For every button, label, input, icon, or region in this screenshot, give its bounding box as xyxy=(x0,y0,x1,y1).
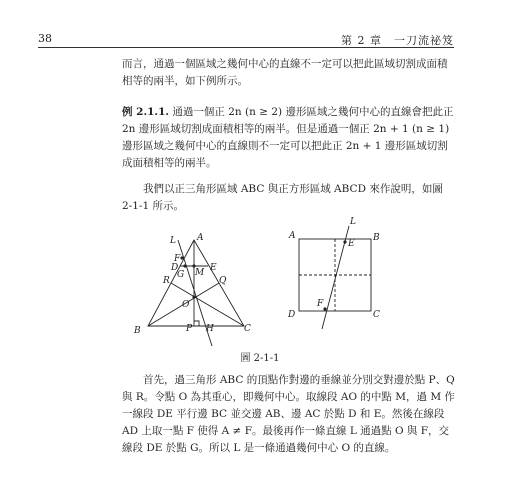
tri-label-h: H xyxy=(206,324,214,334)
tri-label-l: L xyxy=(170,236,176,246)
page-number: 38 xyxy=(38,32,52,45)
sq-label-b: B xyxy=(373,233,380,243)
tri-label-r: R xyxy=(163,276,170,286)
sq-label-f: F xyxy=(317,299,324,309)
sq-label-c: C xyxy=(373,310,380,320)
square-diagram xyxy=(299,226,371,329)
example-text: 通過一個正 2n (n ≥ 2) 邊形區域之幾何中心的直線會把此正 2n 邊形區域切割成面積相等的兩半。但是通過一個正 2n + 1 (n ≥ 1) 邊形區域之幾何中心的直線則不一定可以把此正 2n + 1 邊形區域切割成面積相等的兩半。 xyxy=(122,106,454,169)
example-label: 例 2.1.1. xyxy=(122,106,170,118)
tri-label-b: B xyxy=(134,326,141,336)
tri-label-p: P xyxy=(186,324,193,334)
explain-paragraph: 我們以正三角形區域 ABC 與正方形區域 ABCD 來作說明，如圖 2-1-1 所示。 xyxy=(122,183,443,212)
figure-caption: 圖 2-1-1 xyxy=(240,353,280,364)
tri-label-q: Q xyxy=(219,276,227,286)
sq-label-d: D xyxy=(288,310,296,320)
tri-label-o: O xyxy=(182,300,190,310)
tri-label-g: G xyxy=(177,270,185,280)
chapter-header: 第 2 章 一刀流祕笈 xyxy=(341,34,454,47)
tri-label-c: C xyxy=(244,324,251,334)
tri-label-d: D xyxy=(171,263,179,273)
sq-label-e: E xyxy=(348,239,355,249)
tri-label-m: M xyxy=(195,268,205,278)
body-paragraph: 首先，過三角形 ABC 的頂點作對邊的垂線並分別交對邊於點 P、Q 與 R。令點 O 為其重心，即幾何中心。取線段 AO 的中點 M，過 M 作一線段 DE 平行邊 BC 並交邊 AB、邊 AC 於點 D 和 E。然後在線段 AD 上取一點 F 使得 A ≠ F。最後再作一條直線 L 通過點 O 與 F，交線段 DE 於點 G。所以 L 是一條通過幾何中心 O 的直線。 xyxy=(122,374,455,454)
sq-label-a: A xyxy=(289,231,296,241)
tri-label-e: E xyxy=(210,263,217,273)
sq-label-l: L xyxy=(350,217,356,227)
square-point-f xyxy=(323,307,326,310)
triangle-diagram xyxy=(148,240,244,346)
tri-label-a: A xyxy=(197,233,204,243)
intro-paragraph: 而言，通過一個區域之幾何中心的直線不一定可以把此區域切割成面積相等的兩半，如下例所示。 xyxy=(122,58,448,87)
right-angle-mark xyxy=(194,321,199,326)
square-point-e xyxy=(343,240,346,243)
tri-label-f: F xyxy=(174,254,181,264)
